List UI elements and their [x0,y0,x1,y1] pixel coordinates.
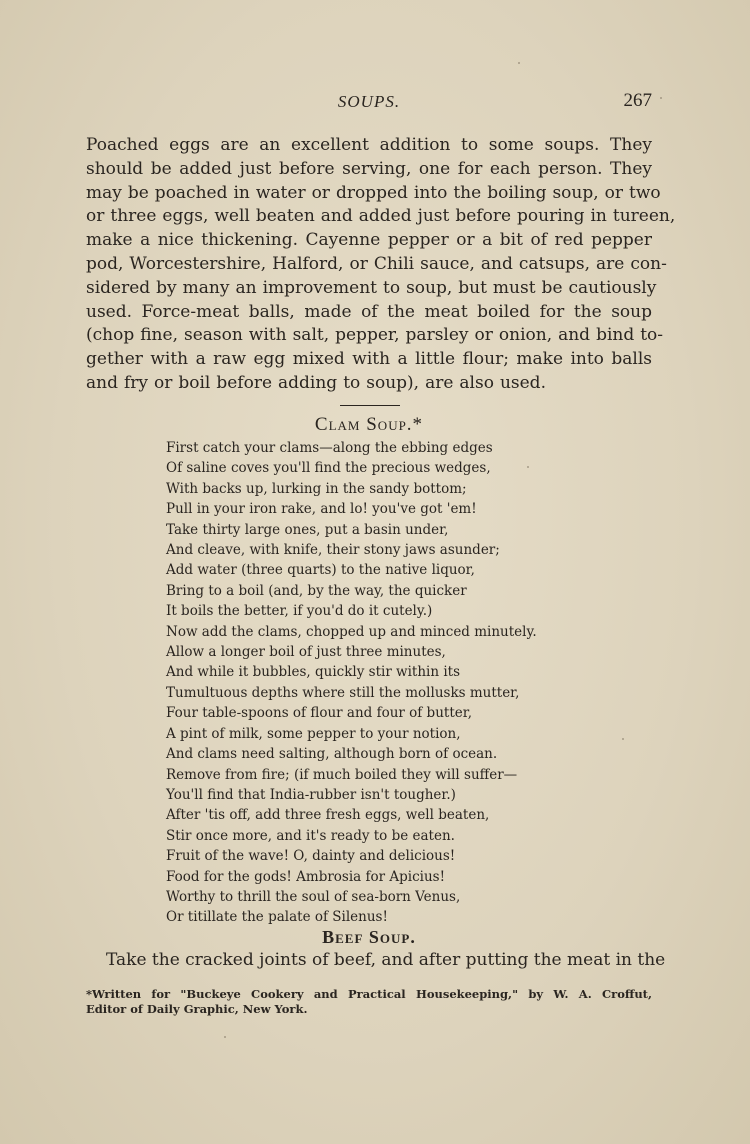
paper-speck [622,738,624,740]
poem-line: Worthy to thrill the soul of sea-born Venus, [166,888,461,905]
poem-line: First catch your clams—along the ebbing edges [166,440,493,456]
poem-line: Pull in your iron rake, and lo! you've got 'em! [166,501,477,518]
clam-soup-title: Clam Soup.* [314,414,424,435]
page-header [86,92,652,116]
beef-soup-first-line: Take the cracked joints of beef, and after putting the meat in the [106,950,666,970]
intro-paragraph [86,134,676,396]
clam-soup-poem [166,438,537,928]
intro-line: or three eggs, well beaten and added just before pouring in tureen, [86,206,676,227]
paper-speck [224,1036,226,1038]
intro-line: Poached eggs are an excellent addition to some soups. They [86,135,652,155]
poem-line: Food for the gods! Ambrosia for Apicius! [166,868,446,885]
beef-soup-title: Beef Soup. [322,927,416,947]
intro-line: used. Force-meat balls, made of the meat boiled for the soup [86,301,652,322]
poem-line: With backs up, lurking in the sandy bottom; [166,480,467,497]
poem-line: Add water (three quarts) to the native liquor, [166,562,475,579]
paper-speck [660,97,662,99]
intro-line: gether with a raw egg mixed with a little flour; make into balls [86,349,652,370]
footnote-line: Editor of Daily Graphic, New York. [86,1002,308,1016]
poem-line: Take thirty large ones, put a basin under, [166,521,449,538]
intro-line: may be poached in water or dropped into the boiling soup, or two [86,182,661,203]
paper-speck [518,62,520,64]
poem-line: A pint of milk, some pepper to your notion, [166,725,461,742]
intro-line: (chop fine, season with salt, pepper, parsley or onion, and bind to- [86,325,664,346]
intro-line: should be added just before serving, one for each person. They [86,158,652,179]
poem-line: You'll find that India-rubber isn't tougher.) [166,786,456,803]
poem-line: After 'tis off, add three fresh eggs, well beaten, [166,807,490,824]
paper-speck [527,466,529,468]
poem-line: And clams need salting, although born of ocean. [166,746,498,763]
footnote-line: *Written for "Buckeye Cookery and Practical Housekeeping," by W. A. Croffut, [86,987,652,1001]
poem-line: Stir once more, and it's ready to be eaten. [166,827,455,844]
poem-line: It boils the better, if you'd do it cutely.) [166,603,433,620]
poem-line: Remove from fire; (if much boiled they will suffer— [166,766,518,783]
poem-line: Fruit of the wave! O, dainty and delicious! [166,848,456,865]
poem-line: Allow a longer boil of just three minutes, [166,644,446,661]
poem-line: Four table-spoons of flour and four of butter, [166,705,472,722]
section-divider [340,405,400,406]
intro-line: sidered by many an improvement to soup, but must be cautiously [86,277,657,298]
poem-line: Tumultuous depths where still the mollusks mutter, [166,684,520,701]
poem-line: Of saline coves you'll find the precious wedges, [166,460,491,477]
poem-line: And cleave, with knife, their stony jaws asunder; [166,542,500,559]
poem-line: Bring to a boil (and, by the way, the quicker [166,582,467,599]
footnote [86,987,652,1017]
poem-line: Now add the clams, chopped up and minced minutely. [166,623,537,640]
page-number: 267 [623,90,652,111]
intro-line: pod, Worcestershire, Halford, or Chili sauce, and catsups, are con- [86,253,667,274]
intro-line: make a nice thickening. Cayenne pepper or a bit of red pepper [86,230,652,251]
running-title: SOUPS. [337,92,401,111]
intro-line: and fry or boil before adding to soup), are also used. [86,372,546,393]
poem-line: Or titillate the palate of Silenus! [166,909,388,926]
poem-line: And while it bubbles, quickly stir within its [166,664,461,681]
